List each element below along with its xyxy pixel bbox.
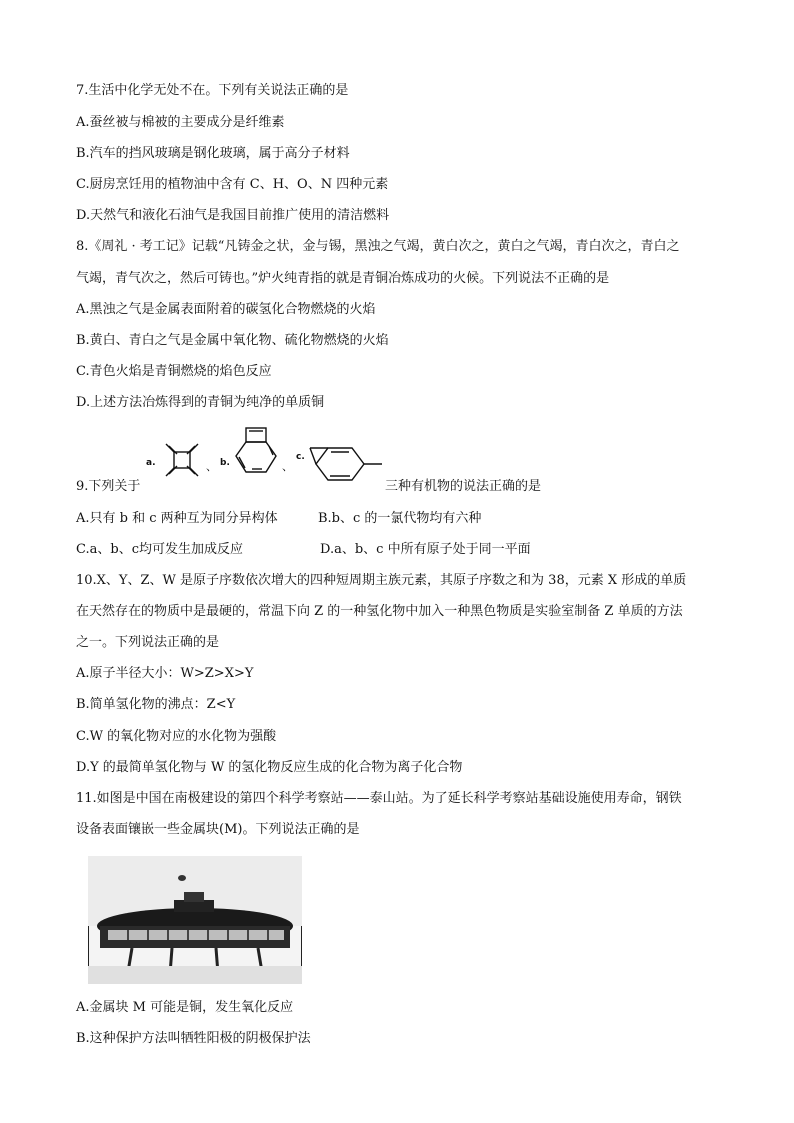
molecule-c-structure: [306, 440, 386, 490]
separator-ab: 、: [206, 460, 217, 473]
q9-option-a: A.只有 b 和 c 两种互为同分异构体: [76, 511, 278, 526]
q7-option-a: A.蚕丝被与棉被的主要成分是纤维素: [76, 115, 285, 130]
taishan-station-photo: [88, 856, 302, 984]
q8-option-a: A.黑浊之气是金属表面附着的碳氢化合物燃烧的火焰: [76, 302, 376, 317]
q8-option-d: D.上述方法冶炼得到的青铜为纯净的单质铜: [76, 395, 325, 410]
q8-option-c: C.青色火焰是青铜燃烧的焰色反应: [76, 364, 272, 379]
q10-option-b: B.简单氢化物的沸点：Z<Y: [76, 697, 236, 712]
q8-stem-line1: 8.《周礼 · 考工记》记载“凡铸金之状，金与锡，黑浊之气竭，黄白次之，黄白之气竭，青白次之，青白之: [76, 239, 680, 254]
q11-stem-line2: 设备表面镶嵌一些金属块(M)。下列说法正确的是: [76, 822, 360, 837]
molecule-b-structure: [232, 424, 288, 484]
q10-option-a: A.原子半径大小：W>Z>X>Y: [76, 666, 254, 681]
q7-stem: 7.生活中化学无处不在。下列有关说法正确的是: [76, 83, 349, 98]
q7-option-c: C.厨房烹饪用的植物油中含有 C、H、O、N 四种元素: [76, 177, 389, 192]
q9-option-b: B.b、c 的一氯代物均有六种: [318, 511, 482, 526]
q9-stem-prefix: 9.下列关于: [76, 479, 141, 494]
q8-option-b: B.黄白、青白之气是金属中氧化物、硫化物燃烧的火焰: [76, 333, 389, 348]
q9-option-d: D.a、b、c 中所有原子处于同一平面: [320, 542, 531, 557]
q7-option-b: B.汽车的挡风玻璃是钢化玻璃，属于高分子材料: [76, 146, 350, 161]
q9-option-c: C.a、b、c均可发生加成反应: [76, 542, 243, 557]
label-b: b.: [220, 458, 230, 468]
q10-stem-line2: 在天然存在的物质中是最硬的，常温下向 Z 的一种氢化物中加入一种黑色物质是实验室制备 Z 单质的方法: [76, 604, 683, 619]
q10-option-d: D.Y 的最简单氢化物与 W 的氢化物反应生成的化合物为离子化合物: [76, 760, 463, 775]
q11-option-a: A.金属块 M 可能是铜，发生氧化反应: [76, 1000, 294, 1015]
q10-stem-line1: 10.X、Y、Z、W 是原子序数依次增大的四种短周期主族元素，其原子序数之和为 38，元素 X 形成的单质: [76, 573, 687, 588]
q11-stem-line1: 11.如图是中国在南极建设的第四个科学考察站——泰山站。为了延长科学考察站基础设施使用寿命，钢铁: [76, 791, 682, 806]
label-a: a.: [146, 458, 156, 468]
label-c: c.: [296, 452, 305, 462]
separator-bc: 、: [282, 460, 293, 473]
q9-stem-suffix: 三种有机物的说法正确的是: [385, 479, 542, 494]
molecule-a-structure: [160, 440, 206, 484]
q10-stem-line3: 之一。下列说法正确的是: [76, 635, 220, 650]
q10-option-c: C.W 的氧化物对应的水化物为强酸: [76, 729, 277, 744]
q11-option-b: B.这种保护方法叫牺牲阳极的阴极保护法: [76, 1031, 311, 1046]
q7-option-d: D.天然气和液化石油气是我国目前推广使用的清洁燃料: [76, 208, 390, 223]
q8-stem-line2: 气竭，青气次之，然后可铸也。”炉火纯青指的就是青铜冶炼成功的火候。下列说法不正确的是: [76, 271, 610, 286]
